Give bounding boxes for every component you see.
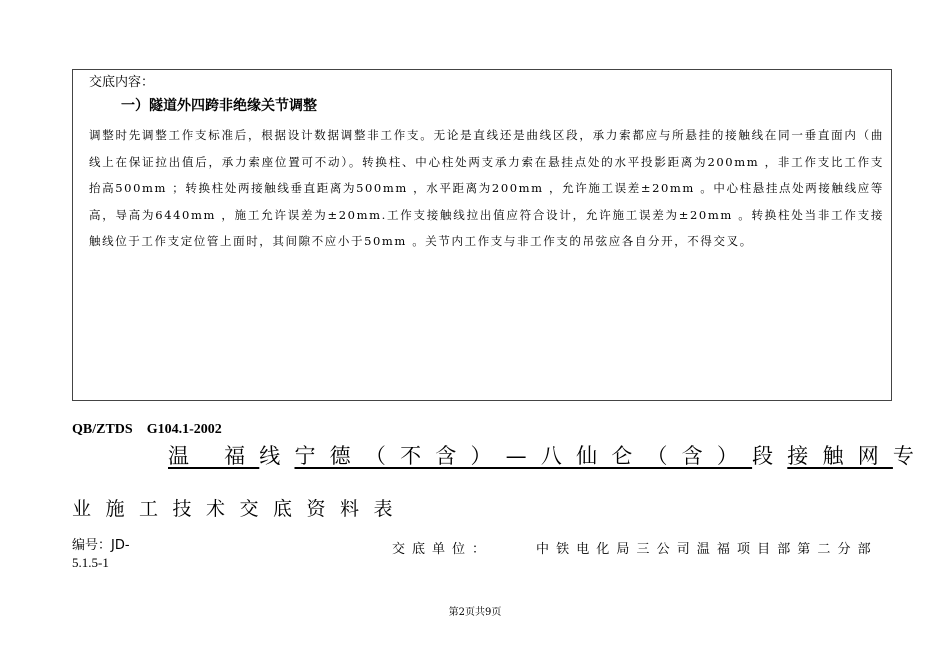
document-title-line-1 [168,442,929,470]
title-segment-line: 线 [259,444,295,468]
body-paragraph: 调整时先调整工作支标准后，根据设计数据调整非工作支。无论是直线还是曲线区段，承力索都应与所悬挂的接触线在同一垂直面内（曲线上在保证拉出值后，承力索座位置可不动）。转换柱、中心柱处两支承力索在悬挂点处的水平投影距离为200mm ，非工作支比工作支抬高500mm ；转换柱处两接触线垂直距离为500mm ，水平距离为200mm ，允许施工误差±20mm 。中心柱悬挂点处两接触线应等高，导高为6440mm ，施工允许误差为±20mm.工作支接触线拉出值应符合设计，允许施工误差为±20mm 。转换柱处当非工作支接触线位于工作支定位管上面时，其间隙不应小于50mm 。关节内工作支与非工作支的吊弦应各自分开，不得交叉。 [89,128,884,248]
disclosure-unit-value: 中铁电化局三公司温福项目部第二分部 [536,542,878,557]
content-label: 交底内容： [89,75,155,90]
serial-number-value: 5.1.5-1 [72,555,109,570]
title-segment-wenfu: 温 福 [168,444,260,468]
title-segment-section: 段 [752,444,788,468]
document-code: QB/ZTDS G104.1-2002 [72,422,222,437]
title-segment-catenary: 接触网 [787,444,893,468]
title-segment-zhuan: 专 [892,444,929,468]
title-segment-range: 宁德（不含）—八仙仑（含） [294,444,753,468]
serial-number-label: 编号：JD- [72,538,130,553]
document-title-line-2: 业施工技术交底资料表 [72,498,408,520]
disclosure-unit-label: 交底单位： [392,542,493,557]
section-heading: 一）隧道外四跨非绝缘关节调整 [121,98,317,114]
disclosure-content-box [72,69,892,401]
page-number-footer: 第2页共9页 [448,607,502,618]
